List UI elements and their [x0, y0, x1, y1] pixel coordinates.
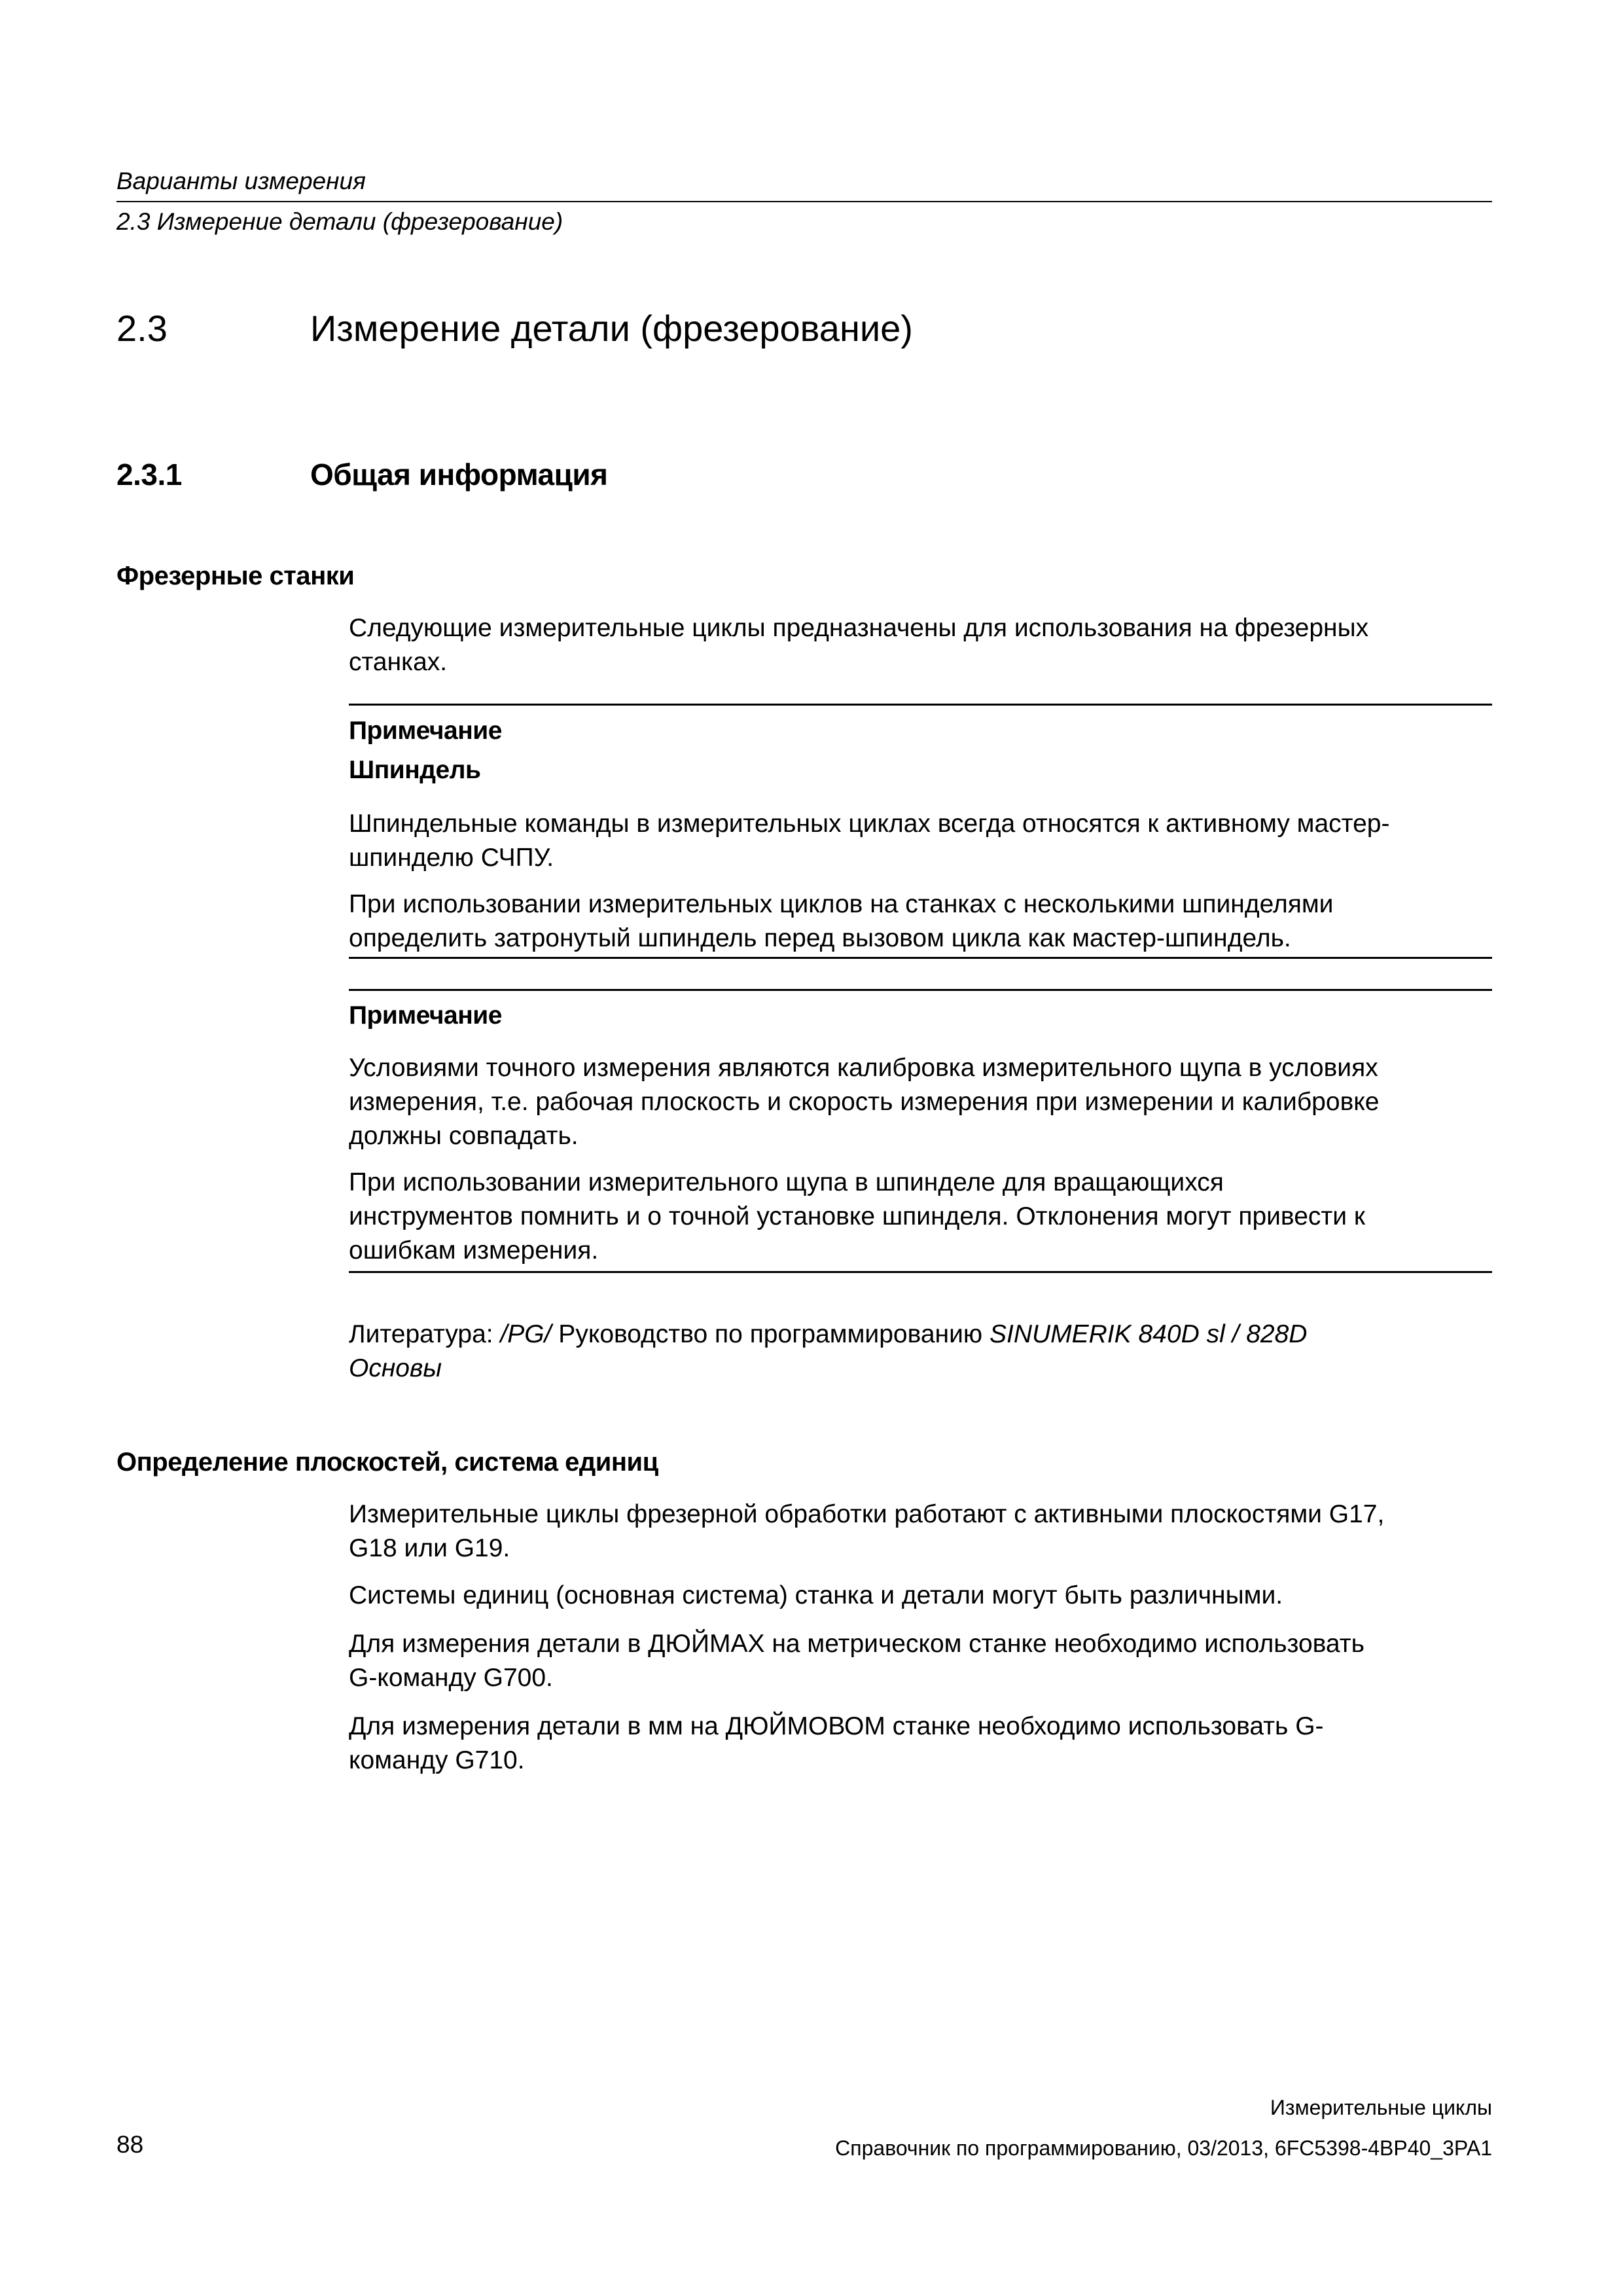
note1-p2-line-1: При использовании измерительных циклов на станках с несколькими шпинделями [349, 890, 1334, 918]
planes-paragraph-4 [349, 1710, 1494, 1778]
footer-book-info: Справочник по программированию, 03/2013, 6FC5398-4BP40_3PA1 [835, 2136, 1492, 2160]
planes-p1-line-1: Измерительные циклы фрезерной обработки работают с активными плоскостями G17, [349, 1500, 1385, 1528]
note2-p1-line-3: должны совпадать. [349, 1122, 579, 1150]
note2-bottom-rule [349, 1271, 1492, 1273]
section-title: Измерение детали (фрезерование) [310, 308, 913, 349]
note1-label: Примечание [349, 717, 502, 745]
footer-book-title: Измерительные циклы [1270, 2096, 1492, 2119]
planes-p4-line-1: Для измерения детали в мм на ДЮЙМОВОМ станке необходимо использовать G- [349, 1712, 1324, 1740]
literature-reference [349, 1318, 1494, 1386]
planes-p3-line-1: Для измерения детали в ДЮЙМАХ на метрическом станке необходимо использовать [349, 1630, 1364, 1658]
milling-intro-line-1: Следующие измерительные циклы предназначены для использования на фрезерных [349, 614, 1369, 642]
planes-p1-line-2: G18 или G19. [349, 1534, 510, 1562]
planes-p2: Системы единиц (основная система) станка и детали могут быть различными. [349, 1581, 1283, 1609]
note2-paragraph-1 [349, 1051, 1494, 1153]
note2-top-rule [349, 989, 1492, 991]
running-header-chapter: Варианты измерения [116, 168, 366, 194]
milling-intro [349, 611, 1494, 679]
milling-intro-line-2: станках. [349, 648, 448, 676]
planes-paragraph-1 [349, 1498, 1494, 1566]
planes-p3-line-2: G-команду G700. [349, 1664, 553, 1692]
planes-heading: Определение плоскостей, система единиц [116, 1448, 658, 1477]
section-number: 2.3 [116, 308, 168, 349]
note1-top-rule [349, 704, 1492, 706]
header-divider [116, 201, 1492, 202]
running-header-section: 2.3 Измерение детали (фрезерование) [116, 208, 563, 235]
literature-prefix: Литература: [349, 1320, 501, 1348]
note1-p1-line-1: Шпиндельные команды в измерительных циклах всегда относятся к активному мастер- [349, 810, 1390, 838]
note1-p2-line-2: определить затронутый шпиндель перед вызовом цикла как мастер-шпиндель. [349, 924, 1291, 952]
note1-p1-line-2: шпинделю СЧПУ. [349, 844, 554, 872]
note2-p1-line-1: Условиями точного измерения являются калибровка измерительного щупа в условиях [349, 1054, 1378, 1082]
note1-paragraph-1 [349, 807, 1494, 875]
page-number: 88 [116, 2131, 144, 2158]
note2-label: Примечание [349, 1001, 502, 1030]
planes-paragraph-3 [349, 1627, 1494, 1695]
note1-title: Шпиндель [349, 756, 481, 784]
milling-heading: Фрезерные станки [116, 562, 355, 590]
note2-paragraph-2 [349, 1166, 1494, 1268]
planes-paragraph-2 [349, 1579, 1494, 1613]
literature-book: Основы [349, 1354, 442, 1382]
planes-p4-line-2: команду G710. [349, 1746, 525, 1774]
literature-product: SINUMERIK 840D sl / 828D [989, 1320, 1308, 1348]
literature-code: /PG/ [500, 1320, 552, 1348]
note2-p2-line-2: инструментов помнить и о точной установке шпинделя. Отклонения могут привести к [349, 1202, 1365, 1230]
literature-text: Руководство по программированию [551, 1320, 990, 1348]
note1-paragraph-2 [349, 888, 1494, 956]
note2-p2-line-1: При использовании измерительного щупа в шпинделе для вращающихся [349, 1168, 1224, 1196]
subsection-title: Общая информация [310, 457, 608, 492]
note1-bottom-rule [349, 957, 1492, 959]
note2-p2-line-3: ошибкам измерения. [349, 1236, 599, 1265]
note2-p1-line-2: измерения, т.е. рабочая плоскость и скорость измерения при измерении и калибровке [349, 1088, 1380, 1116]
subsection-number: 2.3.1 [116, 457, 182, 492]
